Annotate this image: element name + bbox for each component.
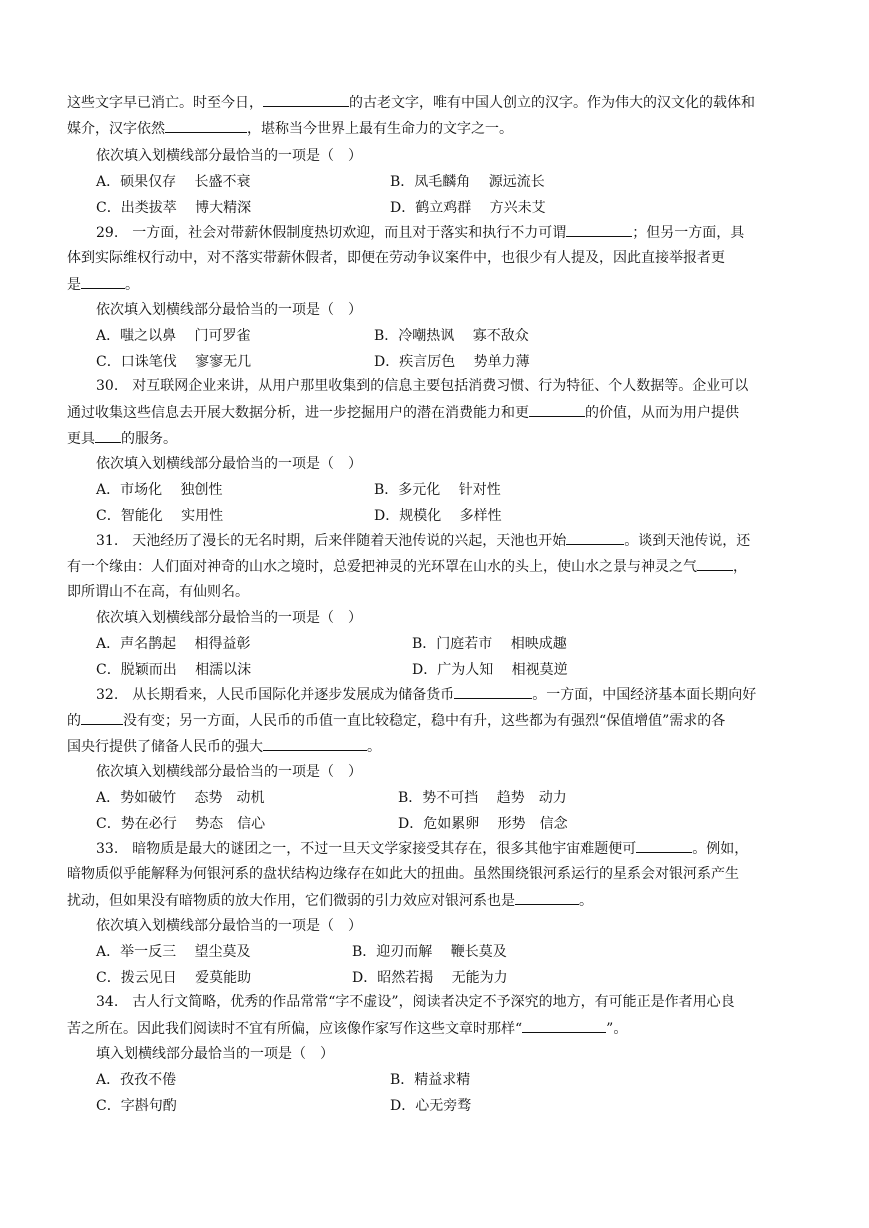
text: 有一个缘由：人们面对神奇的山水之境时，总爱把神灵的光环罩在山水的头上，使山水之景与神灵之气: [67, 559, 697, 575]
fill-blank: [566, 222, 632, 237]
text: 29. 一方面，社会对带薪休假制度热切欢迎，而且对于落实和执行不力可谓: [96, 225, 567, 241]
text: ；但另一方面，具: [632, 225, 745, 241]
option-d: D．疾言厉色 势单力薄: [374, 354, 530, 370]
q33-line-1: [96, 838, 748, 859]
option-a: A．举一反三 望尘莫及: [96, 944, 251, 960]
option-b: B．精益求精: [390, 1072, 471, 1088]
fill-blank: [636, 838, 692, 853]
fill-blank: [697, 556, 733, 571]
option-a: A．势如破竹 态势 动机: [96, 790, 265, 806]
text: 是: [67, 277, 81, 293]
fill-blank: [529, 402, 585, 417]
q31-line-3: 即所谓山不在高，有仙则名。: [67, 584, 249, 600]
fill-blank: [515, 890, 579, 905]
option-a: A．市场化 独创性: [96, 482, 223, 498]
text: 通过收集这些信息去开展大数据分析，进一步挖掘用户的潜在消费能力和更: [67, 405, 529, 421]
option-a: A．声名鹊起 相得益彰: [96, 636, 251, 652]
option-b: B．势不可挡 趋势 动力: [398, 790, 567, 806]
q33-line-3: [67, 890, 593, 911]
q34-line-1: 34. 古人行文简略，优秀的作品常常“字不虚设”，阅读者决定不予深究的地方，有可能正是作者用心良: [96, 994, 735, 1010]
q29-line-1: [96, 222, 744, 243]
option-d: D．规模化 多样性: [374, 508, 502, 524]
intro-line-2: [67, 118, 513, 139]
text: 这些文字早已消亡。时至今日，: [67, 95, 263, 111]
text: ”。: [606, 1021, 628, 1037]
text: 的古老文字，唯有中国人创立的汉字。作为伟大的汉文化的载体和: [349, 95, 755, 111]
text: 。一方面，中国经济基本面长期向好: [532, 687, 757, 703]
option-b: B．凤毛麟角 源远流长: [390, 174, 545, 190]
fill-blank: [454, 684, 532, 699]
question-prompt: 依次填入划横线部分最恰当的一项是（ ）: [96, 918, 362, 934]
text: 扰动，但如果没有暗物质的放大作用，它们微弱的引力效应对银河系也是: [67, 893, 515, 909]
option-d: D．昭然若揭 无能为力: [352, 970, 508, 986]
q32-line-3: [67, 736, 381, 757]
q30-line-2: [67, 402, 739, 423]
fill-blank: [263, 736, 367, 751]
q31-line-1: [96, 530, 750, 551]
fill-blank: [522, 1018, 606, 1033]
fill-blank: [81, 710, 123, 725]
question-prompt: 依次填入划横线部分最恰当的一项是（ ）: [96, 148, 362, 164]
option-c: C．势在必行 势态 信心: [96, 816, 266, 832]
text: 苦之所在。因此我们阅读时不宜有所偏，应该像作家写作这些文章时那样“: [67, 1021, 523, 1037]
text: ，堪称当今世界上最有生命力的文字之一。: [247, 121, 513, 137]
option-c: C．字斟句酌: [96, 1098, 177, 1114]
text: 没有变；另一方面，人民币的币值一直比较稳定，稳中有升，这些都为有强烈“保值增值”需求的各: [123, 713, 726, 729]
fill-blank: [165, 118, 247, 133]
option-b: B．迎刃而解 鞭长莫及: [352, 944, 507, 960]
option-c: C．口诛笔伐 寥寥无几: [96, 354, 252, 370]
text: 。: [579, 893, 593, 909]
question-prompt: 依次填入划横线部分最恰当的一项是（ ）: [96, 610, 362, 626]
q33-line-2: 暗物质似乎能解释为何银河系的盘状结构边缘存在如此大的扭曲。虽然围绕银河系运行的星系会对银河系产生: [67, 866, 739, 882]
q29-line-3: [67, 274, 139, 295]
option-c: C．出类拔萃 博大精深: [96, 200, 252, 216]
question-prompt: 填入划横线部分最恰当的一项是（ ）: [96, 1046, 334, 1062]
option-d: D．心无旁骛: [390, 1098, 472, 1114]
option-c: C．脱颖而出 相濡以沫: [96, 662, 252, 678]
text: 32. 从长期看来，人民币国际化并逐步发展成为储备货币: [96, 687, 455, 703]
q32-line-2: [67, 710, 725, 731]
q31-line-2: [67, 556, 747, 577]
text: 33. 暗物质是最大的谜团之一，不过一旦天文学家接受其存在，很多其他宇宙难题便可: [96, 841, 637, 857]
question-prompt: 依次填入划横线部分最恰当的一项是（ ）: [96, 456, 362, 472]
text: 国央行提供了储备人民币的强大: [67, 739, 263, 755]
text: 。: [367, 739, 381, 755]
q30-line-3: [67, 428, 177, 449]
option-b: B．多元化 针对性: [374, 482, 501, 498]
text: 的价值，从而为用户提供: [585, 405, 739, 421]
text: ，: [733, 559, 747, 575]
option-d: D．广为人知 相视莫逆: [412, 662, 568, 678]
text: 。例如，: [692, 841, 749, 857]
option-b: B．冷嘲热讽 寡不敌众: [374, 328, 529, 344]
option-a: A．孜孜不倦: [96, 1072, 177, 1088]
option-a: A．硕果仅存 长盛不衰: [96, 174, 251, 190]
option-d: D．鹤立鸡群 方兴未艾: [390, 200, 546, 216]
q32-line-1: [96, 684, 756, 705]
q29-line-2: 体到实际维权行动中，对不落实带薪休假者，即便在劳动争议案件中，也很少有人提及，因此直接举报者更: [67, 250, 725, 266]
text: 。: [125, 277, 139, 293]
option-c: C．智能化 实用性: [96, 508, 224, 524]
fill-blank: [566, 530, 624, 545]
option-d: D．危如累卵 形势 信念: [398, 816, 568, 832]
fill-blank: [81, 274, 125, 289]
text: 更具: [67, 431, 95, 447]
option-c: C．拨云见日 爱莫能助: [96, 970, 252, 986]
fill-blank: [95, 428, 121, 443]
question-prompt: 依次填入划横线部分最恰当的一项是（ ）: [96, 302, 362, 318]
intro-line-1: [67, 92, 755, 113]
fill-blank: [263, 92, 349, 107]
text: 的: [67, 713, 81, 729]
text: 媒介，汉字依然: [67, 121, 165, 137]
option-a: A．嗤之以鼻 门可罗雀: [96, 328, 251, 344]
text: 的服务。: [121, 431, 177, 447]
question-prompt: 依次填入划横线部分最恰当的一项是（ ）: [96, 764, 362, 780]
q30-line-1: 30. 对互联网企业来讲，从用户那里收集到的信息主要包括消费习惯、行为特征、个人数据等。企业可以: [96, 378, 749, 394]
text: 31. 天池经历了漫长的无名时期，后来伴随着天池传说的兴起，天池也开始: [96, 533, 567, 549]
q34-line-2: [67, 1018, 627, 1039]
option-b: B．门庭若市 相映成趣: [412, 636, 567, 652]
text: 。谈到天池传说，还: [624, 533, 751, 549]
